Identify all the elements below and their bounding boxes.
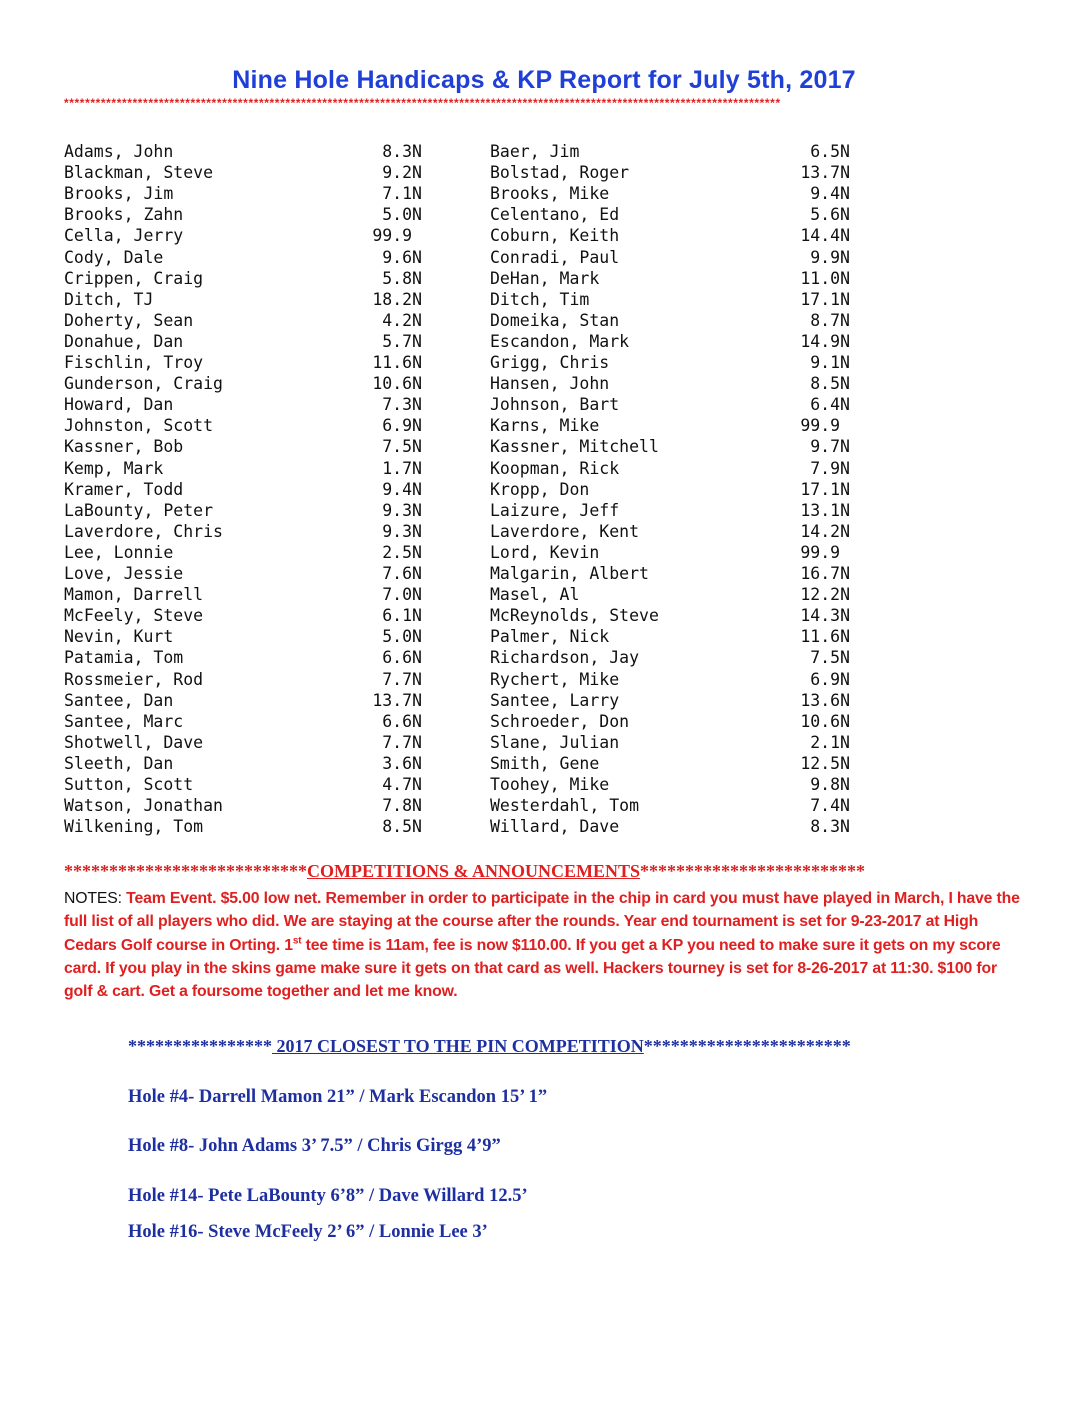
player-handicap: 6.6N bbox=[382, 648, 422, 668]
player-handicap: 9.8N bbox=[810, 775, 850, 794]
player-handicap: 9.3N bbox=[382, 521, 422, 541]
player-name: Palmer, Nick bbox=[490, 627, 610, 647]
roster-row bbox=[64, 183, 864, 204]
player-name: Coburn, Keith bbox=[490, 226, 620, 246]
player-handicap: 4.2N bbox=[382, 310, 422, 330]
player-handicap: 6.1N bbox=[382, 606, 422, 626]
competitions-heading-label: COMPETITIONS & ANNOUNCEMENTS bbox=[307, 861, 641, 881]
player-name: Howard, Dan bbox=[64, 395, 174, 415]
player-name: Richardson, Jay bbox=[490, 648, 640, 668]
roster-row bbox=[64, 795, 864, 816]
player-name: Laizure, Jeff bbox=[490, 500, 620, 520]
player-handicap: 10.6N bbox=[800, 711, 850, 731]
player-handicap: 7.7N bbox=[382, 732, 422, 752]
player-handicap: 14.3N bbox=[800, 606, 850, 626]
roster-row bbox=[64, 753, 864, 774]
player-handicap: 99.9 bbox=[800, 542, 850, 562]
player-name: Bolstad, Roger bbox=[490, 163, 630, 183]
player-name: McReynolds, Steve bbox=[490, 606, 659, 626]
player-handicap: 1.7N bbox=[382, 458, 422, 478]
player-handicap: 18.2N bbox=[372, 289, 422, 309]
player-name: Kassner, Bob bbox=[64, 437, 184, 457]
roster-row bbox=[64, 647, 864, 668]
player-handicap: 7.5N bbox=[382, 437, 422, 457]
roster-row bbox=[64, 711, 864, 732]
player-handicap: 9.2N bbox=[382, 163, 422, 183]
player-name: Shotwell, Dave bbox=[64, 732, 204, 752]
title-star-divider: **************************************************************************************************************************************** bbox=[64, 96, 781, 110]
player-name: Hansen, John bbox=[490, 374, 610, 394]
player-handicap: 14.9N bbox=[800, 331, 850, 351]
roster-row bbox=[64, 352, 864, 373]
player-handicap: 5.0N bbox=[382, 205, 422, 225]
roster-row bbox=[64, 247, 864, 268]
player-name: Mamon, Darrell bbox=[64, 585, 204, 605]
roster-row bbox=[64, 373, 864, 394]
player-handicap: 9.6N bbox=[382, 247, 422, 267]
player-handicap: 17.1N bbox=[800, 479, 850, 499]
player-name: Malgarin, Albert bbox=[490, 564, 649, 583]
player-name: Domeika, Stan bbox=[490, 310, 620, 330]
roster-row bbox=[64, 584, 864, 605]
player-handicap: 5.6N bbox=[810, 205, 850, 225]
player-handicap: 9.1N bbox=[810, 353, 850, 372]
player-name: Rychert, Mike bbox=[490, 669, 620, 689]
player-handicap: 7.7N bbox=[382, 669, 422, 689]
kp-hole-8: Hole #8- John Adams 3’ 7.5” / Chris Girgg 4’9” bbox=[128, 1136, 501, 1156]
player-name: Watson, Jonathan bbox=[64, 796, 223, 816]
player-handicap: 13.7N bbox=[800, 163, 850, 183]
competitions-heading bbox=[64, 861, 1024, 882]
report-title: Nine Hole Handicaps & KP Report for July 5th, 2017 bbox=[232, 66, 856, 94]
player-name: Johnston, Scott bbox=[64, 416, 214, 436]
player-name: Fischlin, Troy bbox=[64, 353, 204, 372]
player-handicap: 6.6N bbox=[382, 711, 422, 731]
notes-ordinal-sup: st bbox=[292, 935, 302, 947]
kp-heading-label: 2017 CLOSEST TO THE PIN COMPETITION bbox=[272, 1036, 644, 1056]
notes-text-part1: Team Event. $5.00 low net. Remember in order to participate in the chip in card you must have played in March, I have the full list of all players who did. We are staying at the course after the rounds. Year end tournament is set for 9-23-2017 at High Cedars Golf course in Orting. 1 bbox=[64, 890, 1020, 954]
player-handicap: 3.6N bbox=[382, 753, 422, 773]
roster-row bbox=[64, 458, 864, 479]
roster-row bbox=[64, 436, 864, 457]
notes-lead: NOTES: bbox=[64, 890, 122, 907]
roster-row bbox=[64, 542, 864, 563]
player-handicap: 9.9N bbox=[810, 247, 850, 267]
announcement-notes bbox=[64, 887, 1024, 1003]
player-handicap: 13.6N bbox=[800, 690, 850, 710]
player-name: Donahue, Dan bbox=[64, 331, 184, 351]
player-name: Ditch, Tim bbox=[490, 289, 590, 309]
kp-hole-16: Hole #16- Steve McFeely 2’ 6” / Lonnie Lee 3’ bbox=[128, 1222, 488, 1242]
player-name: Koopman, Rick bbox=[490, 458, 620, 478]
player-handicap: 8.3N bbox=[810, 817, 850, 837]
player-name: Lord, Kevin bbox=[490, 542, 600, 562]
player-handicap: 9.3N bbox=[382, 500, 422, 520]
player-handicap: 11.6N bbox=[800, 627, 850, 647]
player-handicap: 7.6N bbox=[382, 564, 422, 583]
player-name: DeHan, Mark bbox=[490, 268, 600, 288]
player-handicap: 7.3N bbox=[382, 395, 422, 415]
player-handicap: 12.5N bbox=[800, 753, 850, 773]
roster-row bbox=[64, 500, 864, 521]
roster-row bbox=[64, 690, 864, 711]
player-handicap: 17.1N bbox=[800, 289, 850, 309]
roster-row bbox=[64, 521, 864, 542]
player-name: Laverdore, Kent bbox=[490, 521, 640, 541]
roster-row bbox=[64, 669, 864, 690]
roster-row bbox=[64, 774, 864, 795]
player-handicap: 8.3N bbox=[382, 142, 422, 161]
player-name: Kassner, Mitchell bbox=[490, 437, 659, 457]
kp-stars-left: **************** bbox=[128, 1036, 272, 1056]
player-handicap: 11.6N bbox=[372, 353, 422, 372]
roster-row bbox=[64, 563, 864, 584]
player-name: Brooks, Mike bbox=[490, 184, 610, 204]
roster-row bbox=[64, 162, 864, 183]
player-handicap: 7.8N bbox=[382, 796, 422, 816]
player-handicap: 9.4N bbox=[382, 479, 422, 499]
competitions-stars-right: ************************* bbox=[640, 861, 866, 881]
player-name: Kramer, Todd bbox=[64, 479, 184, 499]
player-name: Crippen, Craig bbox=[64, 268, 204, 288]
player-name: Toohey, Mike bbox=[490, 775, 610, 794]
player-name: Escandon, Mark bbox=[490, 331, 630, 351]
roster-row bbox=[64, 289, 864, 310]
player-handicap: 5.7N bbox=[382, 331, 422, 351]
roster-row bbox=[64, 310, 864, 331]
player-handicap: 8.7N bbox=[810, 310, 850, 330]
player-handicap: 9.7N bbox=[810, 437, 850, 457]
player-name: Schroeder, Don bbox=[490, 711, 630, 731]
roster-row bbox=[64, 225, 864, 246]
player-name: LaBounty, Peter bbox=[64, 500, 214, 520]
player-handicap: 7.4N bbox=[810, 796, 850, 816]
player-handicap: 14.2N bbox=[800, 521, 850, 541]
player-handicap: 99.9 bbox=[372, 226, 422, 246]
player-handicap: 7.5N bbox=[810, 648, 850, 668]
player-name: Rossmeier, Rod bbox=[64, 669, 204, 689]
player-handicap: 7.1N bbox=[382, 184, 422, 204]
player-handicap: 6.4N bbox=[810, 395, 850, 415]
player-name: Kropp, Don bbox=[490, 479, 590, 499]
player-handicap: 5.0N bbox=[382, 627, 422, 647]
kp-stars-right: *********************** bbox=[643, 1036, 851, 1056]
player-handicap: 2.1N bbox=[810, 732, 850, 752]
player-name: Brooks, Jim bbox=[64, 184, 174, 204]
player-name: Brooks, Zahn bbox=[64, 205, 184, 225]
player-name: Karns, Mike bbox=[490, 416, 600, 436]
player-handicap: 12.2N bbox=[800, 585, 850, 605]
player-name: Kemp, Mark bbox=[64, 458, 164, 478]
player-handicap: 7.0N bbox=[382, 585, 422, 605]
player-name: Santee, Marc bbox=[64, 711, 184, 731]
player-handicap: 9.4N bbox=[810, 184, 850, 204]
player-name: McFeely, Steve bbox=[64, 606, 204, 626]
player-name: Smith, Gene bbox=[490, 753, 600, 773]
player-name: Baer, Jim bbox=[490, 142, 580, 161]
player-name: Celentano, Ed bbox=[490, 205, 620, 225]
player-handicap: 6.5N bbox=[810, 142, 850, 161]
roster-row bbox=[64, 331, 864, 352]
player-handicap: 11.0N bbox=[800, 268, 850, 288]
player-name: Cella, Jerry bbox=[64, 226, 184, 246]
player-name: Gunderson, Craig bbox=[64, 374, 223, 394]
player-name: Wilkening, Tom bbox=[64, 817, 204, 837]
player-name: Westerdahl, Tom bbox=[490, 796, 640, 816]
player-name: Patamia, Tom bbox=[64, 648, 184, 668]
player-handicap: 13.1N bbox=[800, 500, 850, 520]
roster-row bbox=[64, 479, 864, 500]
player-handicap: 14.4N bbox=[800, 226, 850, 246]
player-name: Santee, Larry bbox=[490, 690, 620, 710]
player-handicap: 13.7N bbox=[372, 690, 422, 710]
player-name: Grigg, Chris bbox=[490, 353, 610, 372]
player-handicap: 6.9N bbox=[810, 669, 850, 689]
player-handicap: 2.5N bbox=[382, 542, 422, 562]
player-handicap: 8.5N bbox=[810, 374, 850, 394]
notes-text-part2: tee time is 11am, fee is now $110.00. If you get a KP you need to make sure it gets on my score card. If you play in the skins game make sure it gets on that card as well. Hackers tourney is set for 8-26-2017 at 11:30. $100 for golf & cart. Get a foursome together and let me know. bbox=[64, 936, 1001, 1001]
player-name: Masel, Al bbox=[490, 585, 580, 605]
player-name: Blackman, Steve bbox=[64, 163, 214, 183]
closest-to-pin-heading bbox=[128, 1036, 1028, 1057]
roster-row bbox=[64, 816, 864, 837]
player-handicap: 6.9N bbox=[382, 416, 422, 436]
player-handicap: 99.9 bbox=[800, 416, 850, 436]
roster-row bbox=[64, 415, 864, 436]
roster-row bbox=[64, 394, 864, 415]
roster-row bbox=[64, 732, 864, 753]
roster-row bbox=[64, 626, 864, 647]
player-name: Willard, Dave bbox=[490, 817, 620, 837]
player-name: Santee, Dan bbox=[64, 690, 174, 710]
player-handicap: 5.8N bbox=[382, 268, 422, 288]
player-name: Nevin, Kurt bbox=[64, 627, 174, 647]
kp-hole-4: Hole #4- Darrell Mamon 21” / Mark Escandon 15’ 1” bbox=[128, 1087, 548, 1107]
player-handicap: 4.7N bbox=[382, 775, 422, 794]
roster-row bbox=[64, 605, 864, 626]
player-name: Cody, Dale bbox=[64, 247, 164, 267]
player-name: Laverdore, Chris bbox=[64, 521, 223, 541]
player-name: Johnson, Bart bbox=[490, 395, 620, 415]
player-handicap: 16.7N bbox=[800, 564, 850, 583]
player-name: Conradi, Paul bbox=[490, 247, 620, 267]
player-handicap: 10.6N bbox=[372, 374, 422, 394]
player-handicap: 8.5N bbox=[382, 817, 422, 837]
player-name: Sutton, Scott bbox=[64, 775, 194, 794]
player-name: Adams, John bbox=[64, 142, 174, 161]
player-handicap: 7.9N bbox=[810, 458, 850, 478]
player-name: Sleeth, Dan bbox=[64, 753, 174, 773]
kp-hole-14: Hole #14- Pete LaBounty 6’8” / Dave Willard 12.5’ bbox=[128, 1186, 528, 1206]
competitions-stars-left: *************************** bbox=[64, 861, 307, 881]
player-name: Love, Jessie bbox=[64, 564, 184, 583]
player-name: Lee, Lonnie bbox=[64, 542, 174, 562]
roster-row bbox=[64, 141, 864, 162]
player-name: Ditch, TJ bbox=[64, 289, 154, 309]
roster-row bbox=[64, 204, 864, 225]
player-name: Doherty, Sean bbox=[64, 310, 194, 330]
roster-row bbox=[64, 268, 864, 289]
player-name: Slane, Julian bbox=[490, 732, 620, 752]
